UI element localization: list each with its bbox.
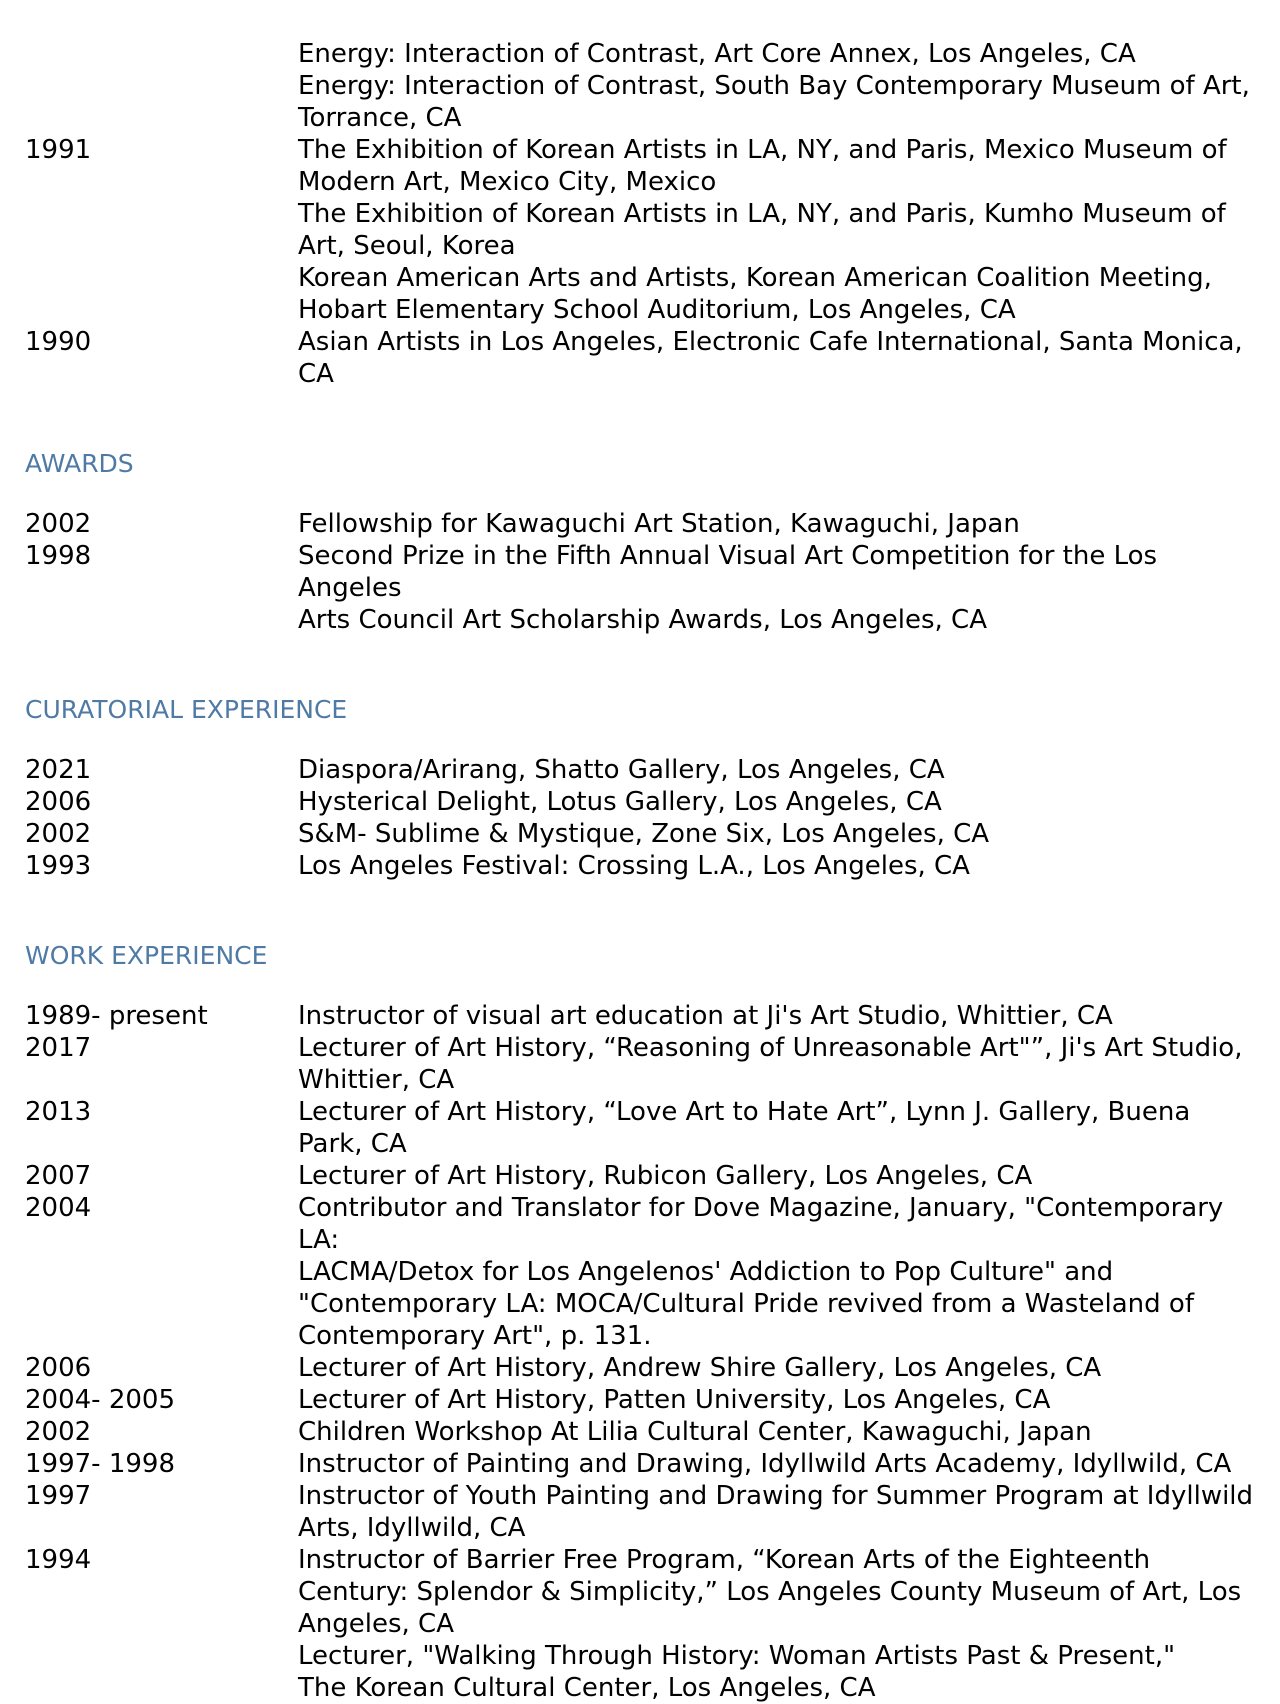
cv-entry [25, 1416, 1265, 1448]
entry-description [298, 1416, 1265, 1448]
entry-year: 2013 [25, 1097, 92, 1127]
cv-entry [25, 198, 1265, 262]
entry-year: 1997 [25, 1481, 92, 1511]
cv-entry [25, 754, 1265, 786]
entry-line: Arts Council Art Scholarship Awards, Los Angeles, CA [298, 605, 987, 635]
cv-entry [25, 818, 1265, 850]
cv-entry [25, 1032, 1265, 1096]
entry-year: 2006 [25, 1353, 92, 1383]
entry-line: Lecturer of Art History, “Love Art to Hate Art”, Lynn J. Gallery, Buena [298, 1097, 1191, 1127]
cv-entry [25, 508, 1265, 540]
entry-line: LACMA/Detox for Los Angelenos' Addiction to Pop Culture" and [298, 1257, 1114, 1287]
entry-line: Instructor of visual art education at Ji's Art Studio, Whittier, CA [298, 1001, 1113, 1031]
entry-description [298, 1192, 1265, 1352]
cv-entry [25, 1000, 1265, 1032]
entry-line: Contributor and Translator for Dove Magazine, January, "Contemporary LA: [298, 1193, 1224, 1255]
cv-entry [25, 1448, 1265, 1480]
entry-year: 2004- 2005 [25, 1385, 175, 1415]
entry-description [298, 70, 1265, 134]
cv-entry [25, 1480, 1265, 1544]
entry-line: Park, CA [298, 1129, 407, 1159]
entry-line: Diaspora/Arirang, Shatto Gallery, Los Angeles, CA [298, 755, 945, 785]
entry-year: 2002 [25, 1417, 92, 1447]
entry-description [298, 1480, 1265, 1544]
entry-line: Lecturer of Art History, Andrew Shire Gallery, Los Angeles, CA [298, 1353, 1102, 1383]
entry-year [25, 70, 298, 134]
entry-line: Energy: Interaction of Contrast, Art Core Annex, Los Angeles, CA [298, 39, 1136, 69]
cv-entry [25, 1384, 1265, 1416]
entry-description [298, 1384, 1265, 1416]
entry-year: 1991 [25, 135, 92, 165]
entry-description [298, 1096, 1265, 1160]
entry-year [25, 262, 298, 326]
cv-entry [25, 262, 1265, 326]
entry-line: Instructor of Youth Painting and Drawing for Summer Program at Idyllwild [298, 1481, 1254, 1511]
entry-line: Century: Splendor & Simplicity,” Los Angeles County Museum of Art, Los [298, 1577, 1242, 1607]
cv-entry [25, 70, 1265, 134]
entry-line: CA [298, 359, 334, 389]
entry-description [298, 508, 1265, 540]
work-list [25, 1000, 1265, 1704]
entry-year [25, 38, 298, 70]
entry-line: Hobart Elementary School Auditorium, Los Angeles, CA [298, 295, 1016, 325]
cv-entry [25, 326, 1265, 390]
entry-year: 2021 [25, 755, 92, 785]
entry-line: The Exhibition of Korean Artists in LA, NY, and Paris, Mexico Museum of [298, 135, 1227, 165]
awards-heading: AWARDS [25, 449, 134, 478]
cv-entry [25, 850, 1265, 882]
entry-description [298, 1352, 1265, 1384]
entry-line: Hysterical Delight, Lotus Gallery, Los Angeles, CA [298, 787, 942, 817]
entry-line: Lecturer of Art History, Patten University, Los Angeles, CA [298, 1385, 1051, 1415]
entry-year [25, 198, 298, 262]
cv-entry [25, 1352, 1265, 1384]
work-heading: WORK EXPERIENCE [25, 941, 268, 970]
cv-entry [25, 1096, 1265, 1160]
entry-year: 1990 [25, 327, 92, 357]
entry-year [25, 1640, 298, 1704]
entry-year: 1997- 1998 [25, 1449, 175, 1479]
entry-line: Contemporary Art", p. 131. [298, 1321, 652, 1351]
entry-description [298, 818, 1265, 850]
entry-line: Whittier, CA [298, 1065, 455, 1095]
entry-line: Asian Artists in Los Angeles, Electronic Cafe International, Santa Monica, [298, 327, 1243, 357]
entry-description [298, 1000, 1265, 1032]
awards-list [25, 508, 1265, 636]
entry-description [298, 134, 1265, 198]
entry-description [298, 38, 1265, 70]
entry-line: "Contemporary LA: MOCA/Cultural Pride revived from a Wasteland of [298, 1289, 1194, 1319]
cv-page [25, 38, 1265, 1704]
cv-entry [25, 1544, 1265, 1640]
entry-year: 1989- present [25, 1001, 208, 1031]
entry-line: Second Prize in the Fifth Annual Visual Art Competition for the Los Angeles [298, 541, 1158, 603]
exhibitions-continued-section [25, 38, 1265, 390]
cv-entry [25, 1640, 1265, 1704]
entry-line: Arts, Idyllwild, CA [298, 1513, 526, 1543]
entry-year: 2007 [25, 1161, 92, 1191]
entry-description [298, 198, 1265, 262]
entry-year: 1993 [25, 851, 92, 881]
awards-section [25, 448, 1265, 636]
entry-line: Modern Art, Mexico City, Mexico [298, 167, 717, 197]
entry-description [298, 262, 1265, 326]
entry-description [298, 326, 1265, 390]
entry-description [298, 1640, 1265, 1704]
entry-line: Korean American Arts and Artists, Korean American Coalition Meeting, [298, 263, 1212, 293]
curatorial-heading: CURATORIAL EXPERIENCE [25, 695, 348, 724]
entry-description [298, 1448, 1265, 1480]
entry-description [298, 754, 1265, 786]
entry-line: Lecturer of Art History, “Reasoning of Unreasonable Art"”, Ji's Art Studio, [298, 1033, 1243, 1063]
entry-year: 2002 [25, 819, 92, 849]
entry-line: Lecturer, "Walking Through History: Woman Artists Past & Present," [298, 1641, 1176, 1671]
entry-line: S&M- Sublime & Mystique, Zone Six, Los Angeles, CA [298, 819, 990, 849]
entry-line: Art, Seoul, Korea [298, 231, 516, 261]
entry-description [298, 1032, 1265, 1096]
entry-year: 2004 [25, 1193, 92, 1223]
entry-line: Los Angeles Festival: Crossing L.A., Los Angeles, CA [298, 851, 970, 881]
cv-entry [25, 786, 1265, 818]
cv-entry [25, 1160, 1265, 1192]
entry-line: The Korean Cultural Center, Los Angeles, CA [298, 1673, 876, 1703]
entry-line: Instructor of Barrier Free Program, “Korean Arts of the Eighteenth [298, 1545, 1151, 1575]
entry-year: 2006 [25, 787, 92, 817]
entry-line: Children Workshop At Lilia Cultural Center, Kawaguchi, Japan [298, 1417, 1092, 1447]
entry-line: The Exhibition of Korean Artists in LA, NY, and Paris, Kumho Museum of [298, 199, 1226, 229]
cv-entry [25, 1192, 1265, 1352]
entry-line: Angeles, CA [298, 1609, 454, 1639]
entry-line: Energy: Interaction of Contrast, South Bay Contemporary Museum of Art, [298, 71, 1250, 101]
cv-entry [25, 540, 1265, 636]
entry-year: 2017 [25, 1033, 92, 1063]
entry-description [298, 1160, 1265, 1192]
entry-description [298, 786, 1265, 818]
curatorial-list [25, 754, 1265, 882]
work-section [25, 940, 1265, 1704]
entry-description [298, 850, 1265, 882]
entry-line: Instructor of Painting and Drawing, Idyllwild Arts Academy, Idyllwild, CA [298, 1449, 1232, 1479]
entry-description [298, 1544, 1265, 1640]
entry-line: Lecturer of Art History, Rubicon Gallery, Los Angeles, CA [298, 1161, 1033, 1191]
cv-entry [25, 134, 1265, 198]
entry-year: 1994 [25, 1545, 92, 1575]
entry-description [298, 540, 1265, 636]
entry-year: 1998 [25, 541, 92, 571]
entry-year: 2002 [25, 509, 92, 539]
entry-line: Fellowship for Kawaguchi Art Station, Kawaguchi, Japan [298, 509, 1020, 539]
exhibitions-list [25, 38, 1265, 390]
entry-line: Torrance, CA [298, 103, 462, 133]
curatorial-section [25, 694, 1265, 882]
cv-entry [25, 38, 1265, 70]
